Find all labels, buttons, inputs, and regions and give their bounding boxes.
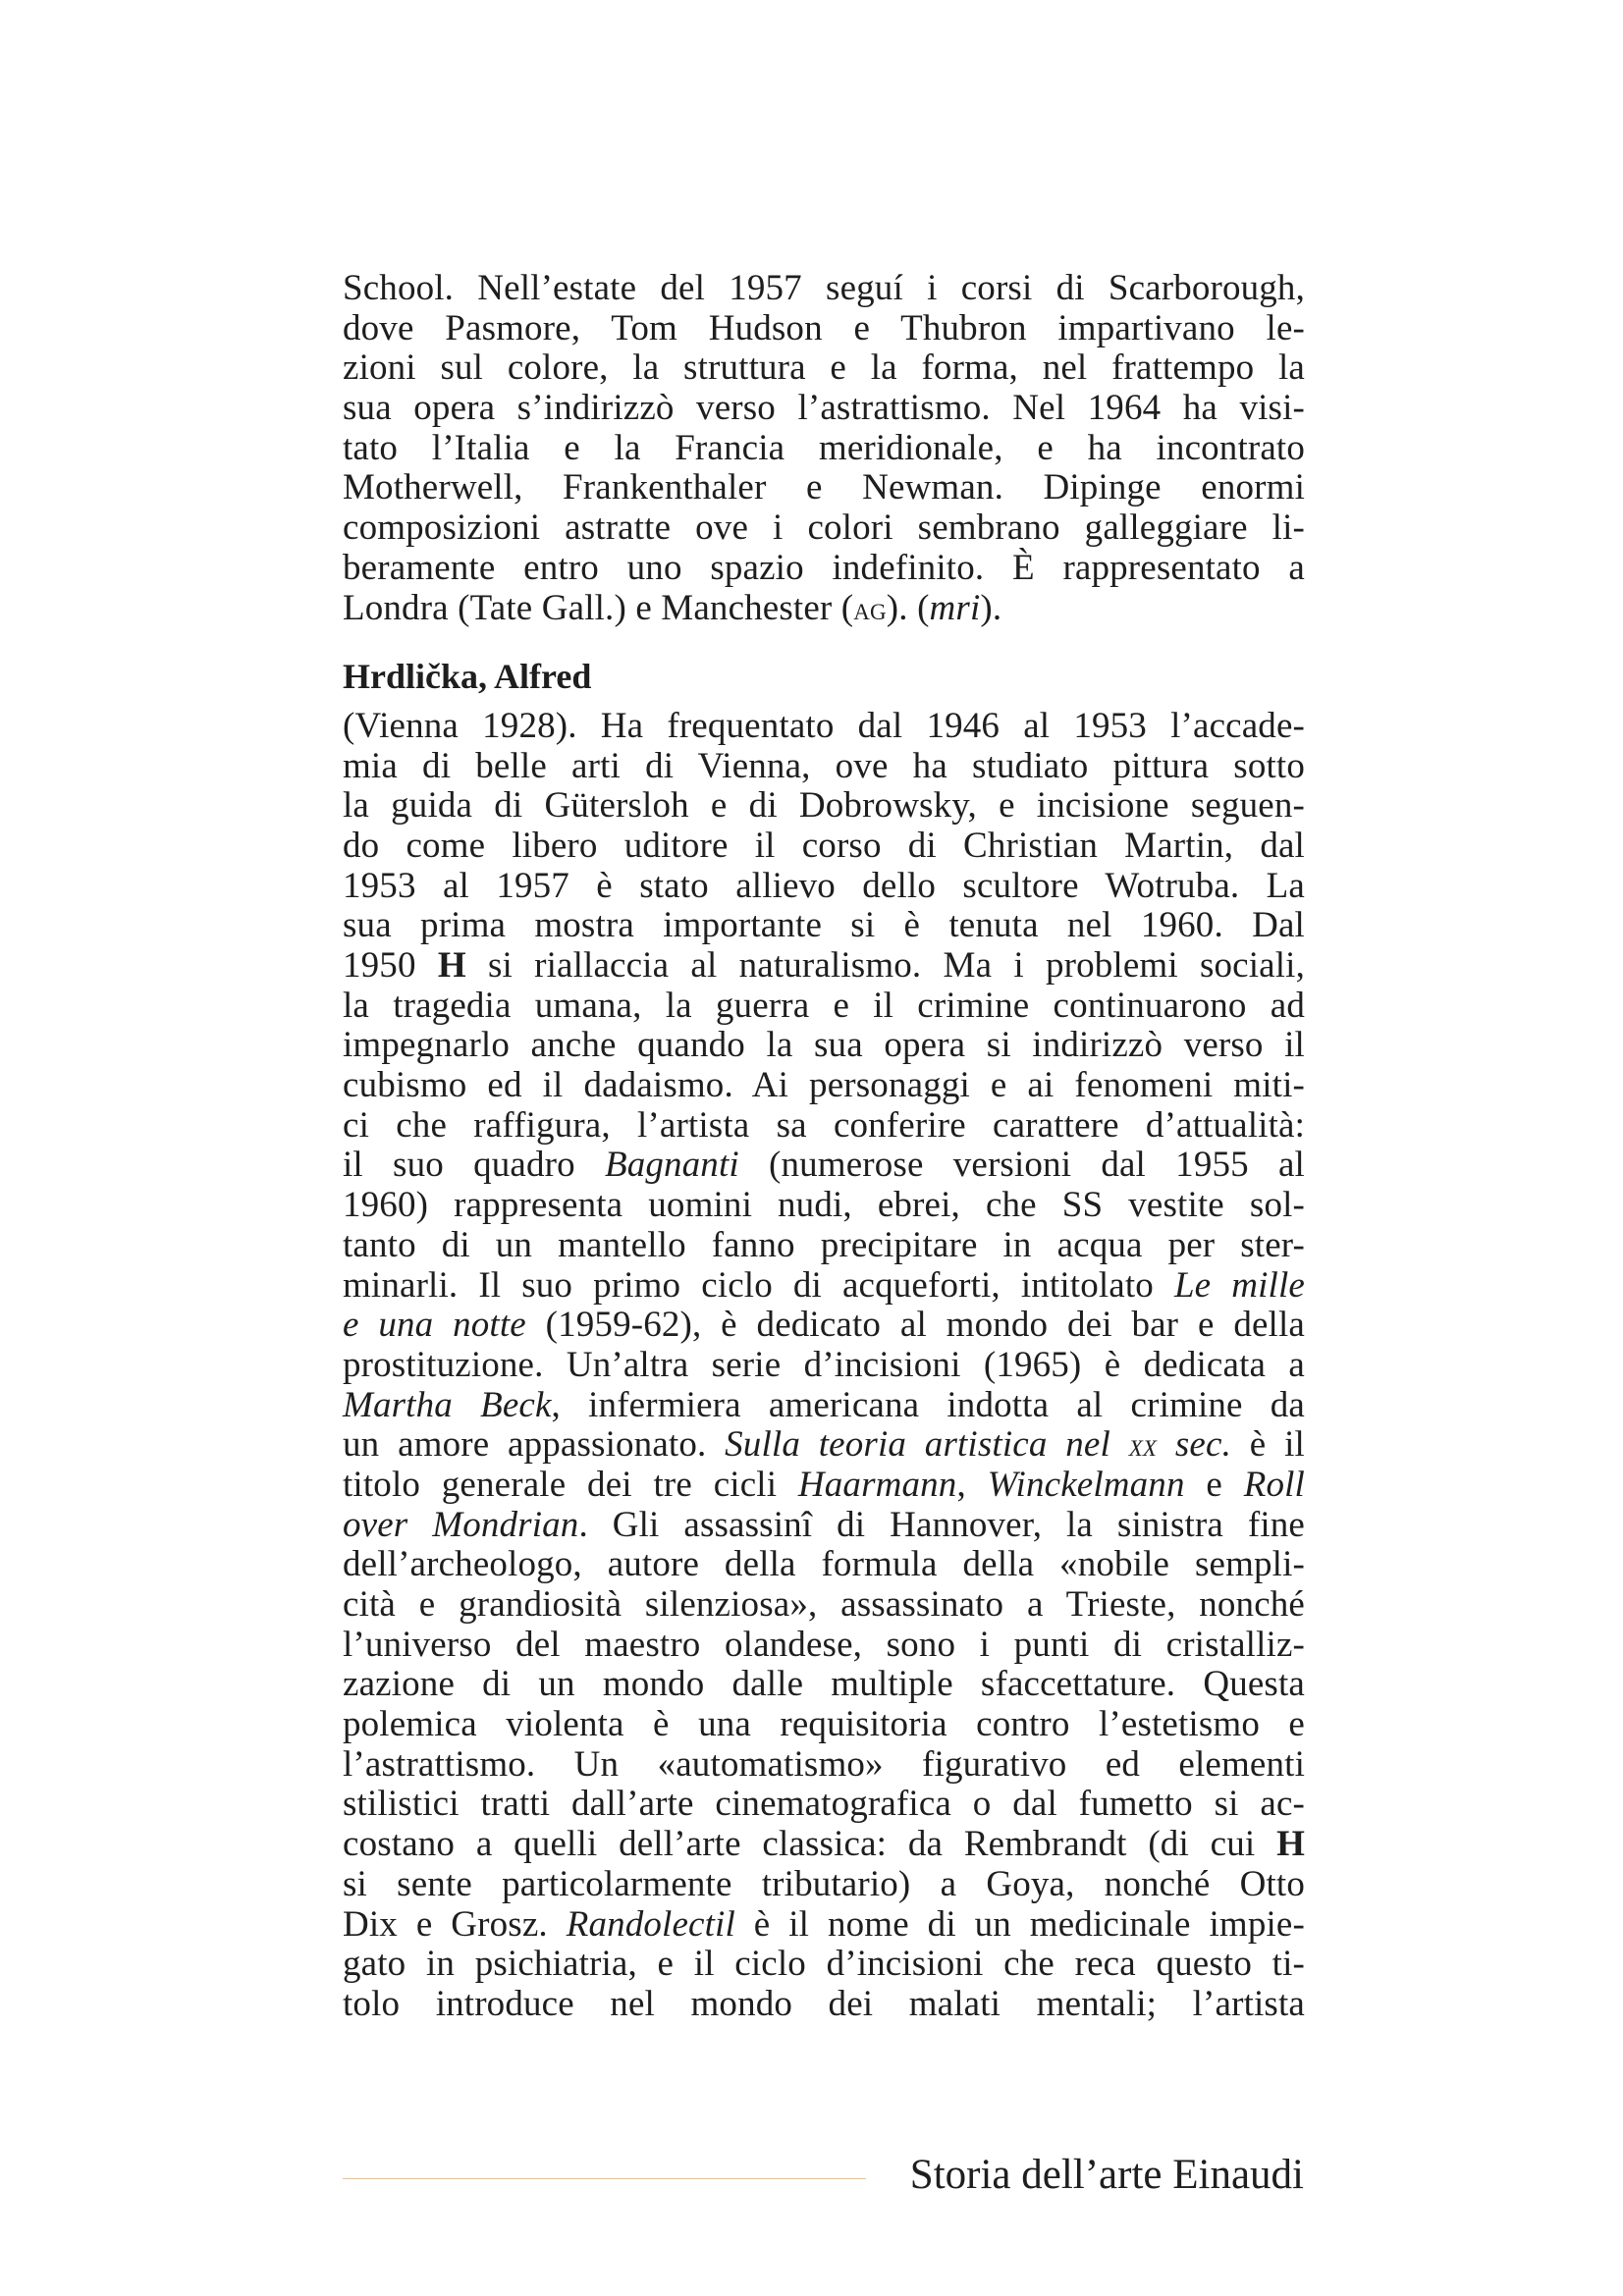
text-line: la tragedia umana, la guerra e il crimine continuarono ad — [343, 985, 1305, 1026]
text-line: sua opera s’indirizzò verso l’astrattismo. Nel 1964 ha visi- — [343, 388, 1305, 429]
text-line: tolo introduce nel mondo dei malati mentali; l’artista — [343, 1983, 1305, 2024]
text-line: la guida di Gütersloh e di Dobrowsky, e incisione seguen- — [343, 785, 1305, 827]
text-line: gato in psichiatria, e il ciclo d’incisioni che reca questo ti- — [343, 1944, 1305, 1985]
author-initials: mri — [929, 587, 981, 628]
text-line: 1950 H si riallaccia al naturalismo. Ma i problemi sociali, — [343, 945, 1306, 986]
text-line: zioni sul colore, la struttura e la forma, nel frattempo la — [343, 347, 1305, 389]
entry-prev-body — [343, 269, 1305, 628]
text-line: composizioni astratte ove i colori sembrano galleggiare li- — [343, 507, 1305, 549]
text-line: prostituzione. Un’altra serie d’incisioni (1965) è dedicata a — [343, 1344, 1305, 1385]
text-line: tanto di un mantello fanno precipitare in acqua per ster- — [343, 1224, 1305, 1265]
text-line: zazione di un mondo dalle multiple sfaccettature. Questa — [343, 1664, 1305, 1705]
text-line: Martha Beck, infermiera americana indotta al crimine da — [343, 1384, 1305, 1425]
text-line: School. Nell’estate del 1957 seguí i corsi di Scarborough, — [343, 268, 1305, 308]
text-line: dell’archeologo, autore della formula della «nobile sempli- — [343, 1544, 1305, 1585]
text-line: l’universo del maestro olandese, sono i punti di cristalliz- — [343, 1624, 1305, 1665]
text-line: beramente entro uno spazio indefinito. È rappresentato a — [343, 547, 1305, 588]
text-line: l’astrattismo. Un «automatismo» figurativo ed elementi — [343, 1743, 1305, 1785]
text-line: 1960) rappresenta uomini nudi, ebrei, che SS vestite sol- — [343, 1185, 1305, 1226]
text-line: over Mondrian. Gli assassinî di Hannover, la sinistra fine — [343, 1504, 1305, 1545]
text-line: stilistici tratti dall’arte cinematografica o dal fumetto si ac- — [343, 1784, 1305, 1825]
text-line: mia di belle arti di Vienna, ove ha studiato pittura sotto — [343, 745, 1305, 786]
text-line: costano a quelli dell’arte classica: da Rembrandt (di cui H — [343, 1824, 1305, 1865]
text-line: 1953 al 1957 è stato allievo dello scultore Wotruba. La — [343, 865, 1305, 906]
text-line: il suo quadro Bagnanti (numerose versioni dal 1955 al — [343, 1145, 1305, 1186]
text-line: polemica violenta è una requisitoria contro l’estetismo e — [343, 1704, 1305, 1745]
footer-rule — [343, 2178, 866, 2179]
text-line: cità e grandiosità silenziosa», assassinato a Trieste, nonché — [343, 1584, 1305, 1625]
text-line: e una notte (1959-62), è dedicato al mondo dei bar e della — [343, 1305, 1305, 1346]
text-line: tato l’Italia e la Francia meridionale, e ha incontrato — [343, 427, 1305, 468]
text-line: sua prima mostra importante si è tenuta nel 1960. Dal — [343, 905, 1305, 946]
text-column — [343, 269, 1305, 2025]
text-line: ci che raffigura, l’artista sa conferire carattere d’attualità: — [343, 1104, 1305, 1146]
text-line: Motherwell, Frankenthaler e Newman. Dipinge enormi — [343, 467, 1305, 508]
text-line: Londra (Tate Gall.) e Manchester (ag). (mri). — [343, 587, 1002, 628]
text-line: un amore appassionato. Sulla teoria artistica nel xx sec. è il — [343, 1424, 1305, 1466]
entry-heading: Hrdlička, Alfred — [343, 657, 592, 697]
footer-title: Storia dell’arte Einaudi — [909, 2152, 1304, 2198]
text-line: do come libero uditore il corso di Christian Martin, dal — [343, 825, 1305, 866]
entry-body — [343, 707, 1305, 2025]
text-line: Dix e Grosz. Randolectil è il nome di un medicinale impie- — [343, 1903, 1305, 1945]
text-line: titolo generale dei tre cicli Haarmann, Winckelmann e Roll — [343, 1464, 1305, 1505]
text-line: si sente particolarmente tributario) a Goya, nonché Otto — [343, 1863, 1305, 1904]
text-line: cubismo ed il dadaismo. Ai personaggi e ai fenomeni miti- — [343, 1065, 1305, 1106]
museum-abbrev: ag — [853, 590, 887, 627]
text-line: impegnarlo anche quando la sua opera si indirizzò verso il — [343, 1025, 1305, 1066]
text-line: minarli. Il suo primo ciclo di acqueforti, intitolato Le mille — [343, 1264, 1305, 1306]
text-line: (Vienna 1928). Ha frequentato dal 1946 al 1953 l’accade- — [343, 705, 1305, 746]
text-line: dove Pasmore, Tom Hudson e Thubron impartivano le- — [343, 307, 1305, 348]
